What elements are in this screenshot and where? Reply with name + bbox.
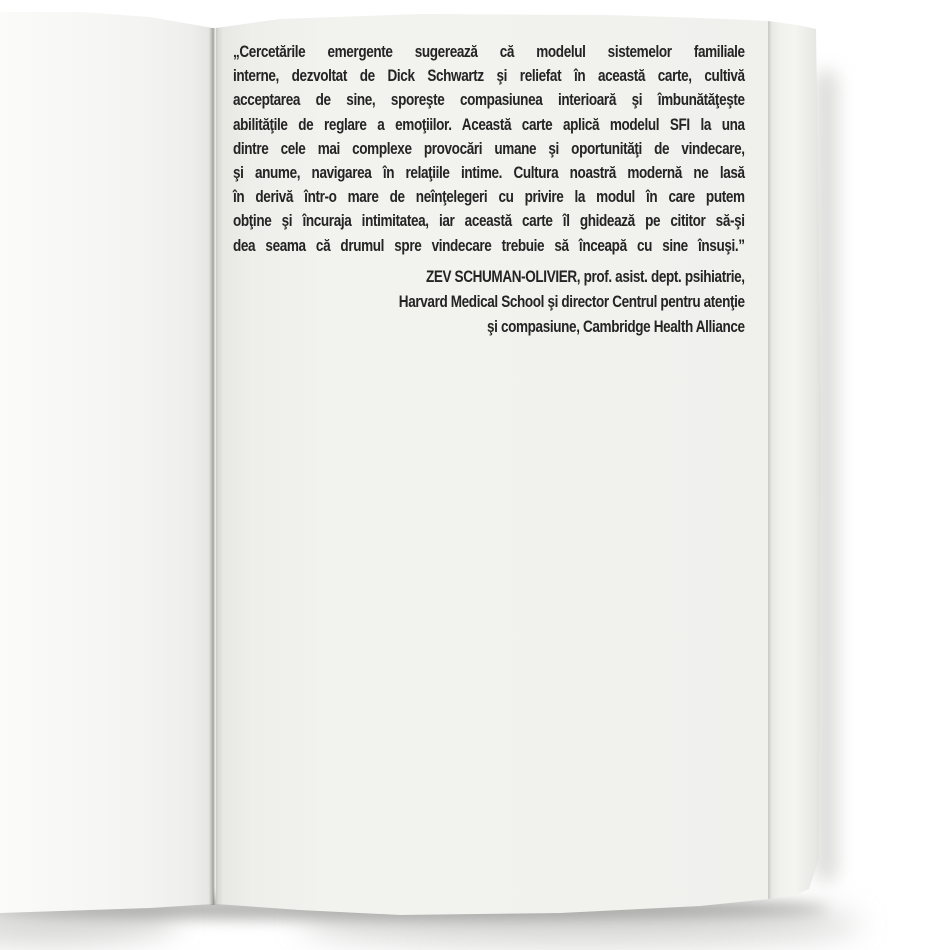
- quote-line: şi anume, navigarea în relaţiile intime. Cultura noastră modernă ne lasă: [233, 164, 745, 183]
- quote-line: acceptarea de sine, sporeşte compasiunea interioară şi îmbunătăţeşte: [233, 91, 745, 110]
- quote-line: dintre cele mai complexe provocări umane şi oportunităţi de vindecare,: [233, 139, 745, 158]
- quote-line: în derivă într-o mare de neînţelegeri cu privire la modul în care putem: [233, 188, 745, 207]
- quote-line: dea seama că drumul spre vindecare trebuie să înceapă cu sine însuşi.”: [233, 236, 745, 255]
- quote-line: obţine şi încuraja intimitatea, iar această carte îl ghidează pe cititor să-şi: [233, 212, 745, 231]
- quote-line: „Cercetările emergente sugerează că modelul sistemelor familiale: [233, 43, 745, 61]
- endorsement-attribution: [233, 265, 745, 340]
- attribution-line-organization: şi compasiune, Cambridge Health Alliance: [487, 317, 745, 336]
- quote-line: interne, dezvoltat de Dick Schwartz şi reliefat în această carte, cultivă: [233, 67, 745, 86]
- attribution-line-name: ZEV SCHUMAN-OLIVIER, prof. asist. dept. psihiatrie,: [425, 267, 745, 286]
- attribution-line-affiliation: Harvard Medical School şi director Centrul pentru atenţie: [398, 292, 745, 311]
- quote-line: abilităţile de reglare a emoţiilor. Această carte aplică modelul SFI la una: [233, 115, 745, 134]
- endorsement-quote: [233, 40, 745, 258]
- endorsement-text-block: [233, 40, 745, 340]
- book-spine-gutter: [209, 28, 218, 905]
